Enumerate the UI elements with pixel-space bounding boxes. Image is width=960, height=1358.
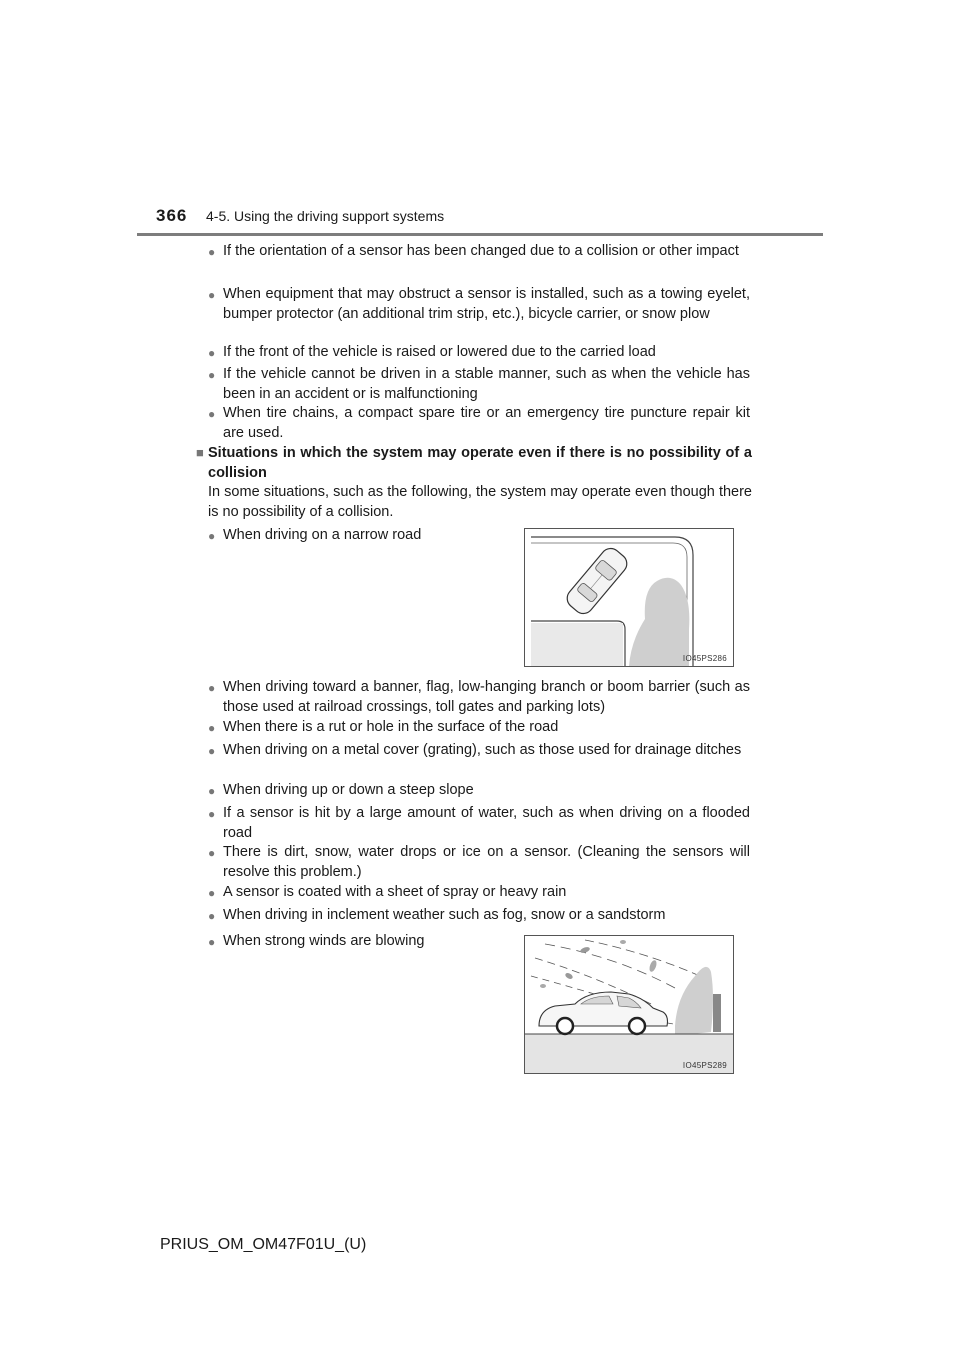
circle-bullet-icon: ● [208,784,216,798]
circle-bullet-icon: ● [208,368,216,382]
circle-bullet-icon: ● [208,407,216,421]
figure-code: IO45PS286 [682,654,727,663]
list-item [208,403,750,443]
list-item-text: When driving up or down a steep slope [223,782,474,798]
list-item [208,882,750,902]
list-item-text: If the vehicle cannot be driven in a stable manner, such as when the vehicle has been in an accident or is malfunctioning [223,366,750,402]
list-item-text: A sensor is coated with a sheet of spray or heavy rain [223,884,567,900]
list-item [208,342,750,362]
list-item-text: When there is a rut or hole in the surface of the road [223,719,559,735]
circle-bullet-icon: ● [208,721,216,735]
circle-bullet-icon: ● [208,846,216,860]
strong-wind-figure [524,935,734,1074]
list-item [208,740,750,760]
header-rule [137,233,823,236]
figure-code: IO45PS289 [682,1061,727,1070]
circle-bullet-icon: ● [208,909,216,923]
square-bullet-icon: ■ [196,445,204,460]
section-title: 4-5. Using the driving support systems [206,208,445,224]
list-item-text: If the orientation of a sensor has been changed due to a collision or other impact [223,243,739,259]
list-item [208,677,750,717]
list-item [208,364,750,404]
list-item [208,780,750,800]
document-code: PRIUS_OM_OM47F01U_(U) [160,1236,367,1253]
list-item-text: There is dirt, snow, water drops or ice on a sensor. (Cleaning the sensors will resolve this problem.) [223,844,750,880]
list-item [208,284,750,324]
list-item-text: If the front of the vehicle is raised or lowered due to the carried load [223,344,656,360]
narrow-road-figure [524,528,734,667]
list-item-text: If a sensor is hit by a large amount of water, such as when driving on a flooded road [223,805,750,841]
page-number: 366 [156,206,188,225]
circle-bullet-icon: ● [208,529,216,543]
circle-bullet-icon: ● [208,807,216,821]
list-item-text: When driving toward a banner, flag, low-hanging branch or boom barrier (such as those used at railroad crossings, toll gates and parking lots) [223,679,750,715]
list-item-text: When driving in inclement weather such as fog, snow or a sandstorm [223,907,666,923]
intro-paragraph: In some situations, such as the following, the system may operate even though there is no possibility of a collision. [208,484,752,520]
circle-bullet-icon: ● [208,744,216,758]
list-item [208,717,750,737]
subheading-text: Situations in which the system may operate even if there is no possibility of a collision [208,445,752,481]
subheading [196,443,752,483]
list-item-text: When driving on a narrow road [223,527,422,543]
list-item [208,842,750,882]
strong-wind-illustration [525,936,733,1073]
circle-bullet-icon: ● [208,288,216,302]
page-header [0,0,960,240]
list-item-text: When strong winds are blowing [223,933,425,949]
circle-bullet-icon: ● [208,681,216,695]
list-item-text: When tire chains, a compact spare tire or an emergency tire puncture repair kit are used. [223,405,750,441]
circle-bullet-icon: ● [208,886,216,900]
list-item [208,803,750,843]
list-item [208,241,750,261]
narrow-road-illustration [525,529,733,666]
circle-bullet-icon: ● [208,935,216,949]
list-item [208,525,483,545]
circle-bullet-icon: ● [208,346,216,360]
list-item [208,905,750,925]
list-item [208,931,483,951]
list-item-text: When driving on a metal cover (grating), such as those used for drainage ditches [223,742,742,758]
list-item-text: When equipment that may obstruct a sensor is installed, such as a towing eyelet, bumper protector (an additional trim strip, etc.), bicycle carrier, or snow plow [223,286,750,322]
circle-bullet-icon: ● [208,245,216,259]
